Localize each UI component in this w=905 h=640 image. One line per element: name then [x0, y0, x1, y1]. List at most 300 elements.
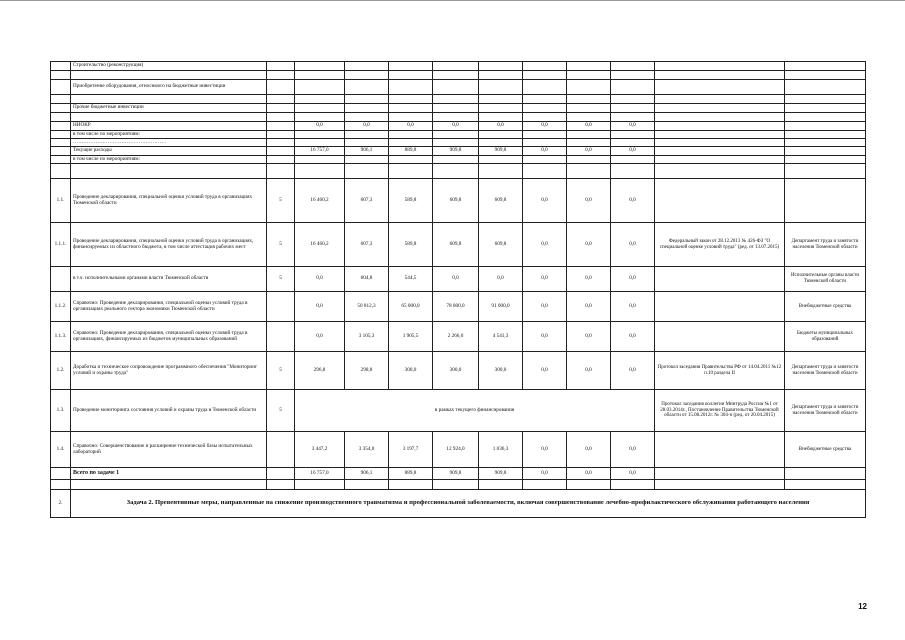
value-cell: 909,8 — [479, 147, 523, 156]
value-cell: 300,0 — [389, 352, 433, 390]
value-cell — [433, 104, 479, 113]
value-cell — [479, 104, 523, 113]
value-cell — [345, 480, 389, 490]
source-code-cell — [267, 164, 295, 179]
source-code-cell: 5 — [267, 352, 295, 390]
table-body — [51, 62, 866, 518]
value-cell — [479, 131, 523, 139]
value-cell: 0,0 — [567, 223, 611, 267]
row-code-cell: 1.1. — [51, 179, 71, 223]
row-name-cell — [71, 71, 267, 80]
value-cell — [567, 71, 611, 80]
value-cell — [389, 480, 433, 490]
table-row — [51, 390, 866, 432]
table-row — [51, 267, 866, 292]
value-cell — [345, 113, 389, 122]
value-cell: 0,0 — [567, 468, 611, 480]
value-cell — [567, 156, 611, 164]
source-code-cell — [267, 147, 295, 156]
value-cell — [345, 95, 389, 104]
value-cell: 0,0 — [611, 352, 655, 390]
row-name-cell: Строительство (реконструкция) — [71, 62, 267, 71]
source-code-cell — [267, 104, 295, 113]
value-cell: 1 905,5 — [389, 322, 433, 352]
value-cell — [433, 80, 479, 95]
source-code-cell — [267, 156, 295, 164]
value-cell: 0,0 — [567, 292, 611, 322]
value-cell — [389, 104, 433, 113]
row-name-cell: Всего по задаче 1 — [71, 468, 267, 480]
source-code-cell — [267, 122, 295, 131]
legal-basis-cell — [655, 292, 785, 322]
financing-note-cell: в рамках текущего финансирования — [295, 390, 655, 432]
value-cell: 0,0 — [523, 179, 567, 223]
value-cell — [523, 104, 567, 113]
value-cell: 0,0 — [567, 179, 611, 223]
value-cell: 0,0 — [523, 352, 567, 390]
executor-cell: Исполнительные органы власти Тюменской области — [785, 267, 866, 292]
value-cell: 609,8 — [433, 223, 479, 267]
table-row — [51, 179, 866, 223]
value-cell — [389, 95, 433, 104]
value-cell — [295, 480, 345, 490]
value-cell: 0,0 — [611, 292, 655, 322]
value-cell: 0,0 — [295, 122, 345, 131]
value-cell — [345, 104, 389, 113]
legal-basis-cell — [655, 156, 785, 164]
value-cell: 300,0 — [479, 352, 523, 390]
executor-cell — [785, 164, 866, 179]
row-code-cell — [51, 156, 71, 164]
row-code-cell: 1.4. — [51, 432, 71, 468]
legal-basis-cell: Протокол заседания коллегии Минтруда России №1 от 28.03.2014г., Постановление Правительства Тюменской области от 15.08.2012г. № 304-п (ред. от 20.04.2015) — [655, 390, 785, 432]
row-name-cell — [71, 95, 267, 104]
value-cell — [611, 104, 655, 113]
value-cell — [295, 164, 345, 179]
legal-basis-cell — [655, 432, 785, 468]
value-cell — [611, 131, 655, 139]
value-cell: 0,0 — [433, 267, 479, 292]
row-name-cell: Прочие бюджетные инвестиции — [71, 104, 267, 113]
value-cell — [433, 131, 479, 139]
executor-cell — [785, 179, 866, 223]
legal-basis-cell — [655, 122, 785, 131]
value-cell — [523, 71, 567, 80]
executor-cell: Внебюджетные средства — [785, 432, 866, 468]
row-code-cell — [51, 95, 71, 104]
value-cell: 0,0 — [523, 223, 567, 267]
row-code-cell — [51, 139, 71, 147]
row-name-cell: Проведение декларирования, специальной оценки условий труда в организациях, финансируемых из областного бюджета, в том числе аттестация рабочих мест — [71, 223, 267, 267]
table-row — [51, 156, 866, 164]
value-cell: 906,1 — [345, 468, 389, 480]
value-cell: 0,0 — [345, 122, 389, 131]
legal-basis-cell — [655, 164, 785, 179]
value-cell — [433, 156, 479, 164]
row-code-cell — [51, 147, 71, 156]
value-cell — [567, 139, 611, 147]
row-code-cell — [51, 480, 71, 490]
row-code-cell — [51, 71, 71, 80]
value-cell — [389, 113, 433, 122]
executor-cell — [785, 122, 866, 131]
table-row — [51, 113, 866, 122]
row-name-cell: Проведение декларирования, специальной оценки условий труда в организациях Тюменской области — [71, 179, 267, 223]
value-cell: 909,8 — [433, 468, 479, 480]
row-name-cell: Справочно: Проведение декларирования, специальной оценки условий труда в организациях, финансируемых из бюджетов муниципальных образований — [71, 322, 267, 352]
value-cell: 604,8 — [345, 267, 389, 292]
value-cell: 0,0 — [523, 468, 567, 480]
table-row — [51, 147, 866, 156]
row-name-cell: Справочно: Совершенствование и расширение технической базы испытательных лабораторий — [71, 432, 267, 468]
executor-cell: Департамент труда и занятости населения Тюменской области — [785, 223, 866, 267]
value-cell: 50 812,3 — [345, 292, 389, 322]
row-code-cell — [51, 267, 71, 292]
value-cell: 78 000,0 — [433, 292, 479, 322]
value-cell — [567, 104, 611, 113]
table-row — [51, 223, 866, 267]
value-cell: 544,5 — [389, 267, 433, 292]
legal-basis-cell — [655, 104, 785, 113]
value-cell — [479, 71, 523, 80]
value-cell: 0,0 — [611, 432, 655, 468]
value-cell — [523, 131, 567, 139]
value-cell — [479, 95, 523, 104]
value-cell — [611, 480, 655, 490]
value-cell: 3 197,7 — [389, 432, 433, 468]
row-code-cell: 1.1.3. — [51, 322, 71, 352]
value-cell — [479, 480, 523, 490]
value-cell: 0,0 — [523, 122, 567, 131]
row-code-cell — [51, 80, 71, 95]
row-code-cell — [51, 122, 71, 131]
value-cell: 589,8 — [389, 223, 433, 267]
row-code-cell: 1.1.1. — [51, 223, 71, 267]
value-cell — [433, 113, 479, 122]
source-code-cell — [267, 322, 295, 352]
executor-cell — [785, 113, 866, 122]
value-cell: 0,0 — [523, 147, 567, 156]
legal-basis-cell — [655, 147, 785, 156]
source-code-cell — [267, 95, 295, 104]
value-cell: 91 000,0 — [479, 292, 523, 322]
executor-cell: Департамент труда и занятости населения Тюменской области — [785, 352, 866, 390]
value-cell: 0,0 — [295, 292, 345, 322]
table-row — [51, 432, 866, 468]
row-name-cell: в т.ч. исполнительными органами власти Тюменской области — [71, 267, 267, 292]
legal-basis-cell — [655, 62, 785, 71]
value-cell: 3 105,3 — [345, 322, 389, 352]
value-cell — [295, 113, 345, 122]
value-cell — [611, 80, 655, 95]
task-code-cell: 2. — [51, 490, 71, 518]
value-cell — [479, 80, 523, 95]
legal-basis-cell — [655, 322, 785, 352]
row-name-cell: Проведение мониторинга состояния условий и охраны труда в Тюменской области — [71, 390, 267, 432]
executor-cell — [785, 147, 866, 156]
value-cell — [611, 156, 655, 164]
value-cell — [479, 62, 523, 71]
value-cell — [389, 71, 433, 80]
value-cell — [567, 480, 611, 490]
value-cell — [345, 62, 389, 71]
value-cell — [345, 131, 389, 139]
row-name-cell — [71, 480, 267, 490]
table-row — [51, 122, 866, 131]
source-code-cell: 5 — [267, 179, 295, 223]
value-cell: 0,0 — [567, 352, 611, 390]
table-row — [51, 80, 866, 95]
value-cell — [389, 164, 433, 179]
row-name-cell: в том числе по мероприятиям: — [71, 131, 267, 139]
value-cell: 607,3 — [345, 223, 389, 267]
row-code-cell — [51, 62, 71, 71]
value-cell — [433, 480, 479, 490]
row-name-cell: в том числе по мероприятиям: — [71, 156, 267, 164]
legal-basis-cell — [655, 480, 785, 490]
value-cell — [523, 62, 567, 71]
value-cell: 889,8 — [389, 468, 433, 480]
program-table — [50, 61, 866, 518]
executor-cell — [785, 480, 866, 490]
value-cell — [433, 164, 479, 179]
source-code-cell — [267, 113, 295, 122]
value-cell: 589,8 — [389, 179, 433, 223]
table-row — [51, 352, 866, 390]
table-row — [51, 139, 866, 147]
executor-cell: Департамент труда и занятости населения Тюменской области — [785, 390, 866, 432]
source-code-cell — [267, 292, 295, 322]
value-cell: 609,8 — [479, 179, 523, 223]
row-code-cell: 1.1.2. — [51, 292, 71, 322]
executor-cell — [785, 156, 866, 164]
value-cell — [611, 71, 655, 80]
value-cell — [295, 139, 345, 147]
value-cell: 0,0 — [523, 432, 567, 468]
value-cell — [567, 113, 611, 122]
table-row — [51, 164, 866, 179]
source-code-cell — [267, 131, 295, 139]
value-cell: 16 460,2 — [295, 179, 345, 223]
executor-cell: Внебюджетные средства — [785, 292, 866, 322]
table-row — [51, 131, 866, 139]
value-cell: 12 924,0 — [433, 432, 479, 468]
table-row — [51, 71, 866, 80]
value-cell: 296,8 — [295, 352, 345, 390]
value-cell — [295, 62, 345, 71]
executor-cell — [785, 139, 866, 147]
value-cell: 0,0 — [567, 267, 611, 292]
value-cell: 609,8 — [433, 179, 479, 223]
source-code-cell — [267, 468, 295, 480]
value-cell — [523, 480, 567, 490]
value-cell: 3 354,0 — [345, 432, 389, 468]
value-cell: 0,0 — [567, 432, 611, 468]
legal-basis-cell — [655, 179, 785, 223]
value-cell — [433, 95, 479, 104]
value-cell — [567, 95, 611, 104]
value-cell: 0,0 — [295, 322, 345, 352]
value-cell — [389, 62, 433, 71]
table-row — [51, 95, 866, 104]
value-cell: 0,0 — [611, 267, 655, 292]
legal-basis-cell: Федеральный закон от 28.12.2013 № 426-ФЗ "О специальной оценке условий труда" (ред. от 13.07.2015) — [655, 223, 785, 267]
executor-cell: Бюджеты муниципальных образований — [785, 322, 866, 352]
row-name-cell — [71, 164, 267, 179]
value-cell: 16 460,2 — [295, 223, 345, 267]
executor-cell — [785, 468, 866, 480]
row-code-cell — [51, 113, 71, 122]
legal-basis-cell — [655, 139, 785, 147]
value-cell — [295, 131, 345, 139]
value-cell: 0,0 — [433, 122, 479, 131]
row-code-cell — [51, 131, 71, 139]
value-cell — [567, 131, 611, 139]
source-code-cell — [267, 80, 295, 95]
executor-cell — [785, 104, 866, 113]
value-cell — [567, 62, 611, 71]
scan-edge-line — [0, 0, 905, 1]
value-cell: 889,8 — [389, 147, 433, 156]
value-cell: 0,0 — [479, 122, 523, 131]
executor-cell — [785, 62, 866, 71]
legal-basis-cell — [655, 95, 785, 104]
value-cell — [479, 113, 523, 122]
row-name-cell: Приобретение оборудования, относимого на бюджетные инвестиции — [71, 80, 267, 95]
value-cell — [433, 62, 479, 71]
source-code-cell — [267, 71, 295, 80]
row-code-cell: 1.2. — [51, 352, 71, 390]
value-cell: 65 000,0 — [389, 292, 433, 322]
task-heading-cell: Задача 2. Превентивные меры, направленные на снижение производственного травматизма и профессиональной заболеваемости, включая совершенствование лечебно-профилактического обслуживания работающего населения — [71, 490, 866, 518]
value-cell: 300,0 — [433, 352, 479, 390]
value-cell — [523, 113, 567, 122]
value-cell — [611, 62, 655, 71]
source-code-cell — [267, 432, 295, 468]
value-cell: 1 036,3 — [479, 432, 523, 468]
value-cell: 0,0 — [567, 122, 611, 131]
executor-cell — [785, 131, 866, 139]
legal-basis-cell — [655, 80, 785, 95]
value-cell: 0,0 — [523, 322, 567, 352]
value-cell — [479, 164, 523, 179]
value-cell: 609,8 — [479, 223, 523, 267]
value-cell — [389, 80, 433, 95]
value-cell: 2 266,0 — [433, 322, 479, 352]
value-cell: 0,0 — [611, 223, 655, 267]
value-cell — [479, 156, 523, 164]
row-name-cell: ……………………………………………… — [71, 139, 267, 147]
legal-basis-cell — [655, 131, 785, 139]
row-code-cell — [51, 164, 71, 179]
legal-basis-cell — [655, 468, 785, 480]
value-cell — [611, 164, 655, 179]
table-row — [51, 468, 866, 480]
row-name-cell: Доработка и техническое сопровождение программного обеспечения "Мониторинг условий и охраны труда" — [71, 352, 267, 390]
task-row — [51, 490, 866, 518]
value-cell — [345, 71, 389, 80]
value-cell: 0,0 — [611, 179, 655, 223]
value-cell — [479, 139, 523, 147]
executor-cell — [785, 80, 866, 95]
executor-cell — [785, 95, 866, 104]
source-code-cell: 5 — [267, 390, 295, 432]
value-cell — [433, 71, 479, 80]
table-row — [51, 480, 866, 490]
value-cell — [295, 71, 345, 80]
table-row — [51, 104, 866, 113]
value-cell — [345, 80, 389, 95]
value-cell: 298,8 — [345, 352, 389, 390]
value-cell — [523, 80, 567, 95]
legal-basis-cell — [655, 71, 785, 80]
value-cell: 0,0 — [567, 147, 611, 156]
value-cell — [295, 80, 345, 95]
value-cell: 0,0 — [611, 122, 655, 131]
page-number: 12 — [858, 602, 867, 611]
value-cell — [523, 156, 567, 164]
value-cell — [611, 139, 655, 147]
value-cell: 0,0 — [295, 267, 345, 292]
row-name-cell — [71, 113, 267, 122]
value-cell: 0,0 — [523, 267, 567, 292]
row-name-cell: НИОКР — [71, 122, 267, 131]
value-cell — [523, 139, 567, 147]
value-cell: 0,0 — [567, 322, 611, 352]
value-cell: 0,0 — [479, 267, 523, 292]
value-cell — [389, 131, 433, 139]
value-cell — [295, 104, 345, 113]
row-name-cell: Текущие расходы — [71, 147, 267, 156]
value-cell — [567, 164, 611, 179]
value-cell — [295, 156, 345, 164]
executor-cell — [785, 71, 866, 80]
value-cell: 909,8 — [433, 147, 479, 156]
value-cell: 0,0 — [611, 147, 655, 156]
value-cell: 16 757,0 — [295, 147, 345, 156]
value-cell — [611, 95, 655, 104]
value-cell: 607,3 — [345, 179, 389, 223]
source-code-cell: 5 — [267, 223, 295, 267]
row-code-cell — [51, 104, 71, 113]
value-cell: 3 447,2 — [295, 432, 345, 468]
legal-basis-cell — [655, 113, 785, 122]
value-cell — [295, 95, 345, 104]
legal-basis-cell: Протокол заседания Правительства РФ от 14.04.2011 №12 п.10 раздела II — [655, 352, 785, 390]
value-cell: 0,0 — [389, 122, 433, 131]
source-code-cell — [267, 139, 295, 147]
value-cell — [567, 80, 611, 95]
source-code-cell — [267, 480, 295, 490]
value-cell: 906,1 — [345, 147, 389, 156]
source-code-cell: 5 — [267, 267, 295, 292]
table-row — [51, 62, 866, 71]
value-cell — [611, 113, 655, 122]
value-cell: 909,8 — [479, 468, 523, 480]
value-cell — [389, 139, 433, 147]
row-name-cell: Справочно: Проведение декларирования, специальной оценки условий труда в организациях реального сектора экономики Тюменской области — [71, 292, 267, 322]
value-cell — [345, 156, 389, 164]
value-cell — [345, 164, 389, 179]
row-code-cell — [51, 468, 71, 480]
table-row — [51, 322, 866, 352]
value-cell — [345, 139, 389, 147]
value-cell: 16 757,0 — [295, 468, 345, 480]
value-cell — [433, 139, 479, 147]
legal-basis-cell — [655, 267, 785, 292]
table-row — [51, 292, 866, 322]
value-cell — [523, 95, 567, 104]
